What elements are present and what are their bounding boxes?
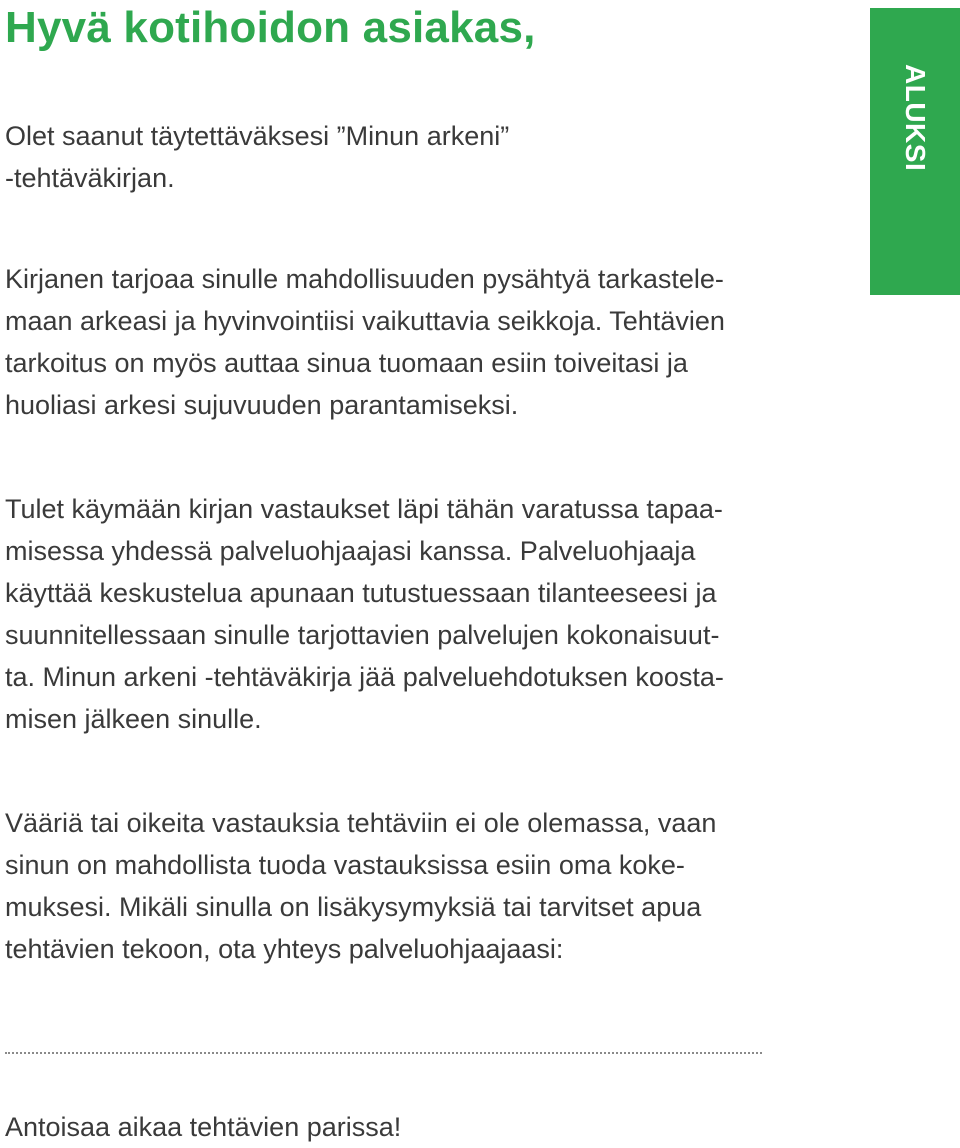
paragraph-line: tarkoitus on myös auttaa sinua tuomaan esiin toiveitasi ja [5, 348, 688, 378]
paragraph-line: huoliasi arkesi sujuvuuden parantamiseksi. [5, 390, 519, 420]
paragraph-line: Olet saanut täytettäväksesi ”Minun arkeni” [5, 121, 510, 151]
paragraph-contact [5, 802, 805, 970]
paragraph-line: Kirjanen tarjoaa sinulle mahdollisuuden pysähtyä tarkastele- [5, 264, 724, 294]
section-tab [870, 8, 960, 295]
contact-fill-line[interactable] [5, 1052, 762, 1054]
paragraph-meeting [5, 488, 805, 740]
page-title: Hyvä kotihoidon asiakas, [5, 3, 536, 52]
paragraph-line: misessa yhdessä palveluohjaajasi kanssa. Palveluohjaaja [5, 536, 696, 566]
paragraph-line: ta. Minun arkeni -tehtäväkirja jää palveluehdotuksen koosta- [5, 662, 724, 692]
paragraph-line: Vääriä tai oikeita vastauksia tehtäviin ei ole olemassa, vaan [5, 808, 717, 838]
paragraph-line: muksesi. Mikäli sinulla on lisäkysymyksiä tai tarvitset apua [5, 892, 702, 922]
paragraph-line: -tehtäväkirjan. [5, 163, 175, 193]
paragraph-line: suunnitellessaan sinulle tarjottavien palvelujen kokonaisuut- [5, 620, 720, 650]
paragraph-intro [5, 115, 605, 199]
paragraph-purpose [5, 258, 805, 426]
paragraph-line: Tulet käymään kirjan vastaukset läpi tähän varatussa tapaa- [5, 494, 723, 524]
paragraph-line: sinun on mahdollista tuoda vastauksissa esiin oma koke- [5, 850, 685, 880]
section-tab-label: ALUKSI [900, 64, 931, 172]
paragraph-line: käyttää keskustelua apunaan tutustuessaan tilanteeseesi ja [5, 578, 717, 608]
paragraph-line: misen jälkeen sinulle. [5, 704, 262, 734]
closing-text: Antoisaa aikaa tehtävien parissa! [5, 1112, 402, 1142]
paragraph-line: tehtävien tekoon, ota yhteys palveluohjaajaasi: [5, 934, 564, 964]
paragraph-line: maan arkeasi ja hyvinvointiisi vaikuttavia seikkoja. Tehtävien [5, 306, 725, 336]
